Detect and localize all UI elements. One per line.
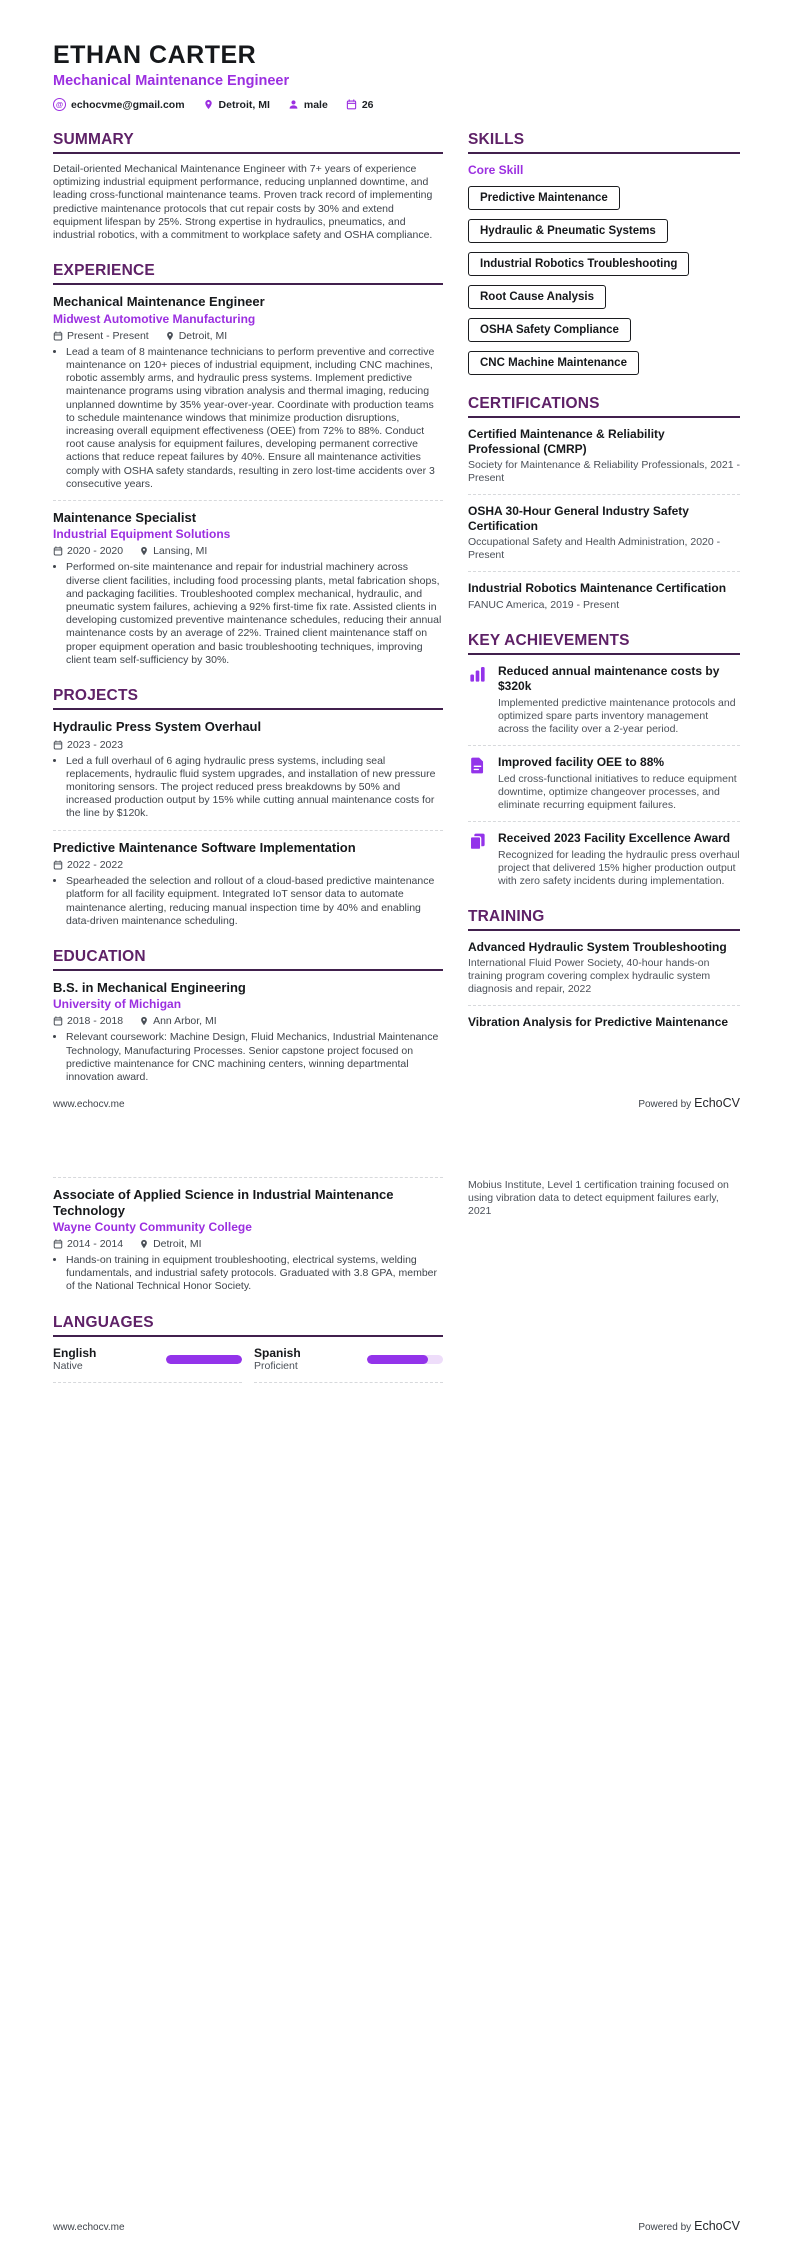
section-heading-projects: PROJECTS bbox=[53, 687, 139, 705]
project-title: Hydraulic Press System Overhaul bbox=[53, 719, 262, 735]
language-grid bbox=[53, 1346, 443, 1383]
resume-header bbox=[53, 42, 740, 111]
achievement-desc: Implemented predictive maintenance protocols and optimized spare parts inventory management across the facility over a 2-year period. bbox=[498, 696, 736, 735]
person-job-title: Mechanical Maintenance Engineer bbox=[53, 73, 290, 89]
bullet-list bbox=[53, 755, 443, 821]
achievement-desc: Recognized for leading the hydraulic press overhaul project that delivered 15% higher production output with zero safety incidents during implementation. bbox=[498, 848, 740, 887]
certification-title: Industrial Robotics Maintenance Certification bbox=[468, 581, 727, 595]
echocv-brand[interactable]: EchoCV bbox=[694, 1096, 740, 1110]
location-pin-icon bbox=[139, 1239, 149, 1249]
bullet-item: • Relevant coursework: Machine Design, Fluid Mechanics, Industrial Maintenance Technology, Manufacturing Processes. Senior capstone project focused on predictive maintenance for CNC machining centers, winning departmental innovation award. bbox=[66, 1031, 443, 1084]
language-proficiency-fill bbox=[166, 1355, 242, 1364]
skill-chip: Hydraulic & Pneumatic Systems bbox=[468, 219, 668, 243]
entry-location: Detroit, MI bbox=[165, 330, 227, 342]
skills-section bbox=[468, 131, 740, 375]
bullet-item: • Lead a team of 8 maintenance technicians to perform preventive and corrective maintenance on 120+ pieces of industrial equipment, including CNC machines, robotic assembly arms, and hydraulic press systems. Implement predictive maintenance programs using vibration analysis and thermal imaging, reducing unplanned downtime by 35% year-over-year. Coordinate with production teams to schedule maintenance windows that minimize production disruptions, increasing overall equipment effectiveness (OEE) from 72% to 88%. Conduct root cause analysis for equipment failures, developing permanent corrective actions that reduce repeat failures by 40%. Ensure all maintenance activities comply with OSHA safety standards, resulting in zero lost-time accidents over 3 consecutive years. bbox=[66, 346, 443, 491]
pages-icon bbox=[468, 832, 487, 851]
language-proficiency-fill bbox=[367, 1355, 428, 1364]
entry-divider bbox=[53, 500, 443, 501]
contact-age bbox=[346, 99, 374, 111]
contact-location bbox=[203, 99, 270, 111]
echocv-brand[interactable]: EchoCV bbox=[694, 2219, 740, 2233]
language-level: Native bbox=[53, 1359, 83, 1372]
entry-divider bbox=[53, 1177, 443, 1178]
location-pin-icon bbox=[139, 1016, 149, 1026]
bullet-list bbox=[53, 875, 443, 928]
entry-dates: Present - Present bbox=[53, 330, 149, 342]
skill-chip: OSHA Safety Compliance bbox=[468, 318, 631, 342]
bullet-list bbox=[53, 1254, 443, 1294]
calendar-icon bbox=[346, 99, 357, 110]
calendar-icon bbox=[53, 546, 63, 556]
section-heading-languages: LANGUAGES bbox=[53, 1313, 154, 1331]
education-entry bbox=[53, 980, 443, 1084]
certification-title: Certified Maintenance & Reliability Professional (CMRP) bbox=[468, 427, 665, 456]
achievements-section bbox=[468, 632, 740, 888]
training-entry bbox=[468, 940, 740, 997]
entry-divider bbox=[53, 830, 443, 831]
entry-divider bbox=[468, 745, 740, 746]
location-pin-icon bbox=[139, 546, 149, 556]
certification-title: OSHA 30-Hour General Industry Safety Certification bbox=[468, 504, 689, 533]
right-column bbox=[468, 111, 740, 1084]
certification-issuer: Society for Maintenance & Reliability Professionals, 2021 - Present bbox=[468, 459, 740, 484]
project-entry bbox=[53, 840, 443, 928]
section-rule bbox=[53, 708, 443, 710]
left-column bbox=[53, 1177, 443, 1383]
gender-text: male bbox=[303, 98, 328, 111]
skill-group-label: Core Skill bbox=[468, 163, 524, 177]
bullet-list bbox=[53, 561, 443, 667]
section-heading-summary: SUMMARY bbox=[53, 131, 134, 148]
skill-chip: Industrial Robotics Troubleshooting bbox=[468, 252, 689, 276]
project-entry bbox=[53, 719, 443, 821]
job-title: Maintenance Specialist bbox=[53, 509, 197, 525]
achievement-title: Reduced annual maintenance costs by $320k bbox=[498, 663, 720, 693]
job-title: Mechanical Maintenance Engineer bbox=[53, 294, 265, 310]
section-heading-skills: SKILLS bbox=[468, 131, 525, 148]
location-pin-icon bbox=[165, 331, 175, 341]
entry-meta bbox=[53, 739, 443, 751]
footer-site-link[interactable]: www.echocv.me bbox=[53, 2222, 125, 2233]
training-section bbox=[468, 908, 740, 1030]
certification-entry bbox=[468, 504, 740, 562]
certification-issuer: FANUC America, 2019 - Present bbox=[468, 598, 620, 611]
entry-dates: 2020 - 2020 bbox=[53, 545, 123, 557]
project-title: Predictive Maintenance Software Implementation bbox=[53, 839, 356, 855]
training-desc-continuation: Mobius Institute, Level 1 certification training focused on using vibration data to detect equipment failures early, 2021 bbox=[468, 1179, 729, 1217]
footer-powered: Powered by EchoCV bbox=[638, 2219, 740, 2233]
skill-chip: Predictive Maintenance bbox=[468, 186, 620, 210]
at-icon: @ bbox=[53, 98, 66, 111]
section-heading-achievements: KEY ACHIEVEMENTS bbox=[468, 631, 630, 649]
certification-issuer: Occupational Safety and Health Administration, 2020 - Present bbox=[468, 536, 721, 561]
bar-chart-icon bbox=[468, 665, 487, 684]
person-name: ETHAN CARTER bbox=[53, 41, 257, 69]
language-proficiency-bar bbox=[166, 1355, 242, 1364]
entry-dates: 2022 - 2022 bbox=[53, 859, 123, 871]
summary-section bbox=[53, 131, 443, 242]
degree-title: B.S. in Mechanical Engineering bbox=[53, 979, 246, 995]
contact-email[interactable] bbox=[53, 98, 185, 111]
summary-text: Detail-oriented Mechanical Maintenance Engineer with 7+ years of experience optimizing industrial equipment performance, reducing unplanned downtime, and leading cross-functional maintenance teams. Proven track record of implementing predictive maintenance protocols that cut repair costs by 30% and extend equipment lifespan by 25%. Strong expertise in hydraulics, pneumatics, and industrial robotics, with a commitment to workplace safety and OSHA compliance. bbox=[53, 163, 433, 242]
section-heading-education: EDUCATION bbox=[53, 947, 146, 965]
footer-powered: Powered by EchoCV bbox=[638, 1096, 740, 1110]
languages-section bbox=[53, 1314, 443, 1383]
entry-location: Lansing, MI bbox=[139, 545, 207, 557]
location-text: Detroit, MI bbox=[218, 98, 270, 111]
entry-divider bbox=[468, 1005, 740, 1006]
language-name: Spanish bbox=[254, 1345, 301, 1360]
achievement-entry bbox=[468, 831, 740, 888]
section-rule bbox=[468, 416, 740, 418]
language-item bbox=[53, 1346, 242, 1383]
certification-entry bbox=[468, 581, 740, 612]
bullet-list bbox=[53, 1031, 443, 1084]
entry-dates: 2018 - 2018 bbox=[53, 1015, 123, 1027]
bullet-item: • Spearheaded the selection and rollout of a cloud-based predictive maintenance platform for all facility equipment. Integrated IoT sensor data to automate maintenance alerting, reducing manual inspection time by 40% and enabling data-driven maintenance scheduling. bbox=[66, 875, 443, 928]
experience-section bbox=[53, 262, 443, 667]
document-icon bbox=[468, 756, 487, 775]
entry-meta bbox=[53, 859, 443, 871]
skill-chip: CNC Machine Maintenance bbox=[468, 351, 639, 375]
resume-page-2 bbox=[0, 1123, 794, 2246]
achievement-entry bbox=[468, 755, 740, 812]
entry-meta bbox=[53, 330, 443, 342]
email-text: echocvme@gmail.com bbox=[71, 98, 185, 111]
entry-meta bbox=[53, 1238, 443, 1250]
projects-section bbox=[53, 687, 443, 928]
left-column bbox=[53, 111, 443, 1084]
page-footer bbox=[53, 1096, 740, 1110]
section-rule bbox=[53, 969, 443, 971]
skill-chip: Root Cause Analysis bbox=[468, 285, 606, 309]
entry-dates: 2014 - 2014 bbox=[53, 1238, 123, 1250]
language-item bbox=[254, 1346, 443, 1383]
company-name: Midwest Automotive Manufacturing bbox=[53, 311, 256, 326]
bullet-item: • Led a full overhaul of 6 aging hydraulic press systems, including seal replacements, hydraulic fluid system upgrades, and installation of new pressure monitoring sensors. The project reduced press breakdowns by 50% and increased production output by 15% while cutting annual maintenance costs for the line by $120k. bbox=[66, 755, 443, 821]
calendar-icon bbox=[53, 331, 63, 341]
achievement-title: Received 2023 Facility Excellence Award bbox=[498, 830, 731, 845]
calendar-icon bbox=[53, 740, 63, 750]
section-heading-training: TRAINING bbox=[468, 907, 545, 925]
entry-location: Ann Arbor, MI bbox=[139, 1015, 217, 1027]
experience-entry bbox=[53, 294, 443, 491]
entry-divider bbox=[468, 494, 740, 495]
education-entry bbox=[53, 1187, 443, 1294]
entry-meta bbox=[53, 1015, 443, 1027]
footer-site-link[interactable]: www.echocv.me bbox=[53, 1099, 125, 1110]
training-entry bbox=[468, 1015, 740, 1030]
school-name: Wayne County Community College bbox=[53, 1220, 252, 1234]
section-heading-certifications: CERTIFICATIONS bbox=[468, 395, 600, 412]
entry-location: Detroit, MI bbox=[139, 1238, 201, 1250]
education-section bbox=[53, 948, 443, 1084]
achievement-desc: Led cross-functional initiatives to reduce equipment downtime, optimize changeover processes, and eliminate recurring equipment failures. bbox=[498, 772, 737, 811]
entry-divider bbox=[468, 571, 740, 572]
certification-entry bbox=[468, 427, 740, 485]
section-rule bbox=[468, 929, 740, 931]
bullet-item: • Performed on-site maintenance and repair for industrial machinery across diverse client facilities, including food processing plants, metal fabrication shops, and packaging facilities. Troubleshooted complex mechanical, hydraulic, and pneumatic system failures, achieving a 92% first-time fix rate. Assisted clients in developing customized preventive maintenance schedules, reducing their annual maintenance costs by an average of 22%. Trained client maintenance staff on proper equipment operation and basic troubleshooting techniques, improving client team self-sufficiency by 30%. bbox=[66, 561, 443, 667]
calendar-icon bbox=[53, 1016, 63, 1026]
person-icon bbox=[288, 99, 299, 110]
contact-gender bbox=[288, 99, 328, 111]
achievement-title: Improved facility OEE to 88% bbox=[498, 754, 665, 769]
language-name: English bbox=[53, 1345, 97, 1360]
degree-title: Associate of Applied Science in Industrial Maintenance Technology bbox=[53, 1187, 394, 1218]
section-rule bbox=[53, 283, 443, 285]
right-column bbox=[468, 1177, 740, 1383]
training-title: Vibration Analysis for Predictive Maintenance bbox=[468, 1015, 729, 1029]
section-rule bbox=[53, 152, 443, 154]
company-name: Industrial Equipment Solutions bbox=[53, 527, 231, 542]
section-rule bbox=[468, 653, 740, 655]
location-pin-icon bbox=[203, 99, 214, 110]
entry-divider bbox=[468, 821, 740, 822]
age-text: 26 bbox=[361, 98, 374, 111]
entry-meta bbox=[53, 545, 443, 557]
section-rule bbox=[468, 152, 740, 154]
calendar-icon bbox=[53, 860, 63, 870]
section-rule bbox=[53, 1335, 443, 1337]
bullet-list bbox=[53, 346, 443, 491]
section-heading-experience: EXPERIENCE bbox=[53, 262, 155, 280]
training-desc: International Fluid Power Society, 40-hour hands-on training program covering complex hydraulic system diagnosis and repair, 2022 bbox=[468, 957, 711, 995]
training-title: Advanced Hydraulic System Troubleshooting bbox=[468, 939, 727, 954]
achievement-entry bbox=[468, 664, 740, 736]
experience-entry bbox=[53, 510, 443, 667]
language-level: Proficient bbox=[254, 1359, 298, 1372]
page-footer bbox=[53, 2219, 740, 2233]
school-name: University of Michigan bbox=[53, 997, 182, 1012]
contact-row bbox=[53, 98, 740, 111]
bullet-item: • Hands-on training in equipment troubleshooting, electrical systems, welding fundamentals, and industrial safety protocols. Graduated with 3.8 GPA, member of the National Technical Honor Society. bbox=[66, 1254, 443, 1294]
calendar-icon bbox=[53, 1239, 63, 1249]
certifications-section bbox=[468, 395, 740, 612]
entry-dates: 2023 - 2023 bbox=[53, 739, 123, 751]
language-proficiency-bar bbox=[367, 1355, 443, 1364]
